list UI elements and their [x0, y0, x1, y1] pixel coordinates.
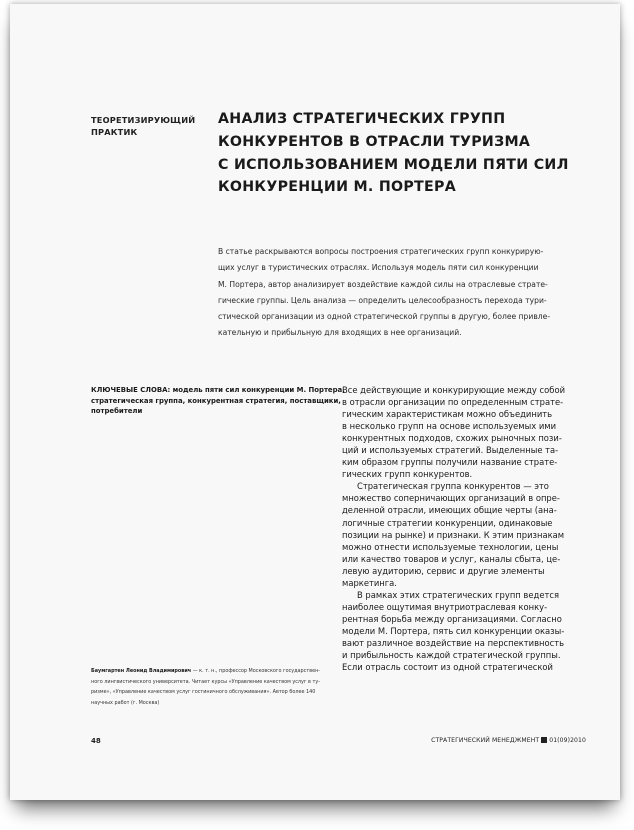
abstract-line: кательную и прибыльную для входящих в нее организаций.	[218, 328, 462, 338]
body-line: ций и используемых стратегий. Выделенные та-	[342, 445, 559, 456]
body-line: и прибыльность каждой стратегической группы.	[342, 650, 561, 661]
abstract-line: гические группы. Цель анализа — определить целесообразность перехода тури-	[218, 295, 547, 305]
abstract-line: М. Портера, автор анализирует воздействие каждой силы на отраслевые страте-	[218, 279, 548, 289]
body-line: левую аудиторию, сервис и другие элементы	[342, 565, 545, 576]
journal-page	[10, 4, 620, 800]
body-line: конкурентных подходов, схожих рыночных пози-	[342, 433, 562, 444]
keywords-line: потребители	[91, 407, 143, 416]
abstract-line: В статье раскрываются вопросы построения стратегических групп конкурирую-	[218, 247, 544, 256]
abstract-line: стической организации из одной стратегической группы в другую, более привле-	[218, 312, 551, 322]
keywords-line: КЛЮЧЕВЫЕ СЛОВА: модель пяти сил конкуренции М. Портера,	[91, 386, 345, 394]
body-line: множество соперничающих организаций в опре-	[342, 493, 560, 504]
title-line: КОНКУРЕНТОВ В ОТРАСЛИ ТУРИЗМА	[218, 133, 531, 150]
body-line: маркетинга.	[342, 577, 397, 588]
rubric-label	[91, 114, 211, 138]
body-line: наиболее ощутимая внутриотраслевая конку-	[342, 601, 548, 612]
body-line: можно отнести используемые технологии, цены	[342, 541, 559, 552]
square-bullet-icon	[541, 737, 547, 743]
body-line: деленной отрасли, имеющих общие черты (ана-	[342, 505, 557, 516]
author-note	[91, 666, 343, 708]
body-line: гическим характеристикам можно объединить	[342, 409, 553, 420]
body-line: Если отрасль состоит из одной стратегической	[342, 662, 553, 673]
article-title	[218, 108, 598, 199]
keywords-line: стратегическая группа, конкурентная стратегия, поставщики,	[91, 396, 341, 405]
title-line: КОНКУРЕНЦИИ М. ПОРТЕРА	[218, 179, 457, 196]
article-abstract	[218, 244, 598, 342]
author-line: ризме», «Управление качеством услуг гостиничного обслуживания». Автор более 140	[91, 689, 316, 696]
rubric-line: ТЕОРЕТИЗИРУЮЩИЙ	[91, 115, 196, 125]
body-line: модели М. Портера, пять сил конкуренции оказы-	[342, 625, 565, 636]
body-line: Все действующие и конкурирующие между собой	[342, 385, 566, 395]
rubric-line: ПРАКТИК	[91, 127, 138, 137]
body-line: позиции на рынке) и признаки. К этим признакам	[342, 529, 565, 540]
author-line	[91, 666, 343, 677]
page-number: 48	[91, 737, 101, 745]
body-line: Стратегическая группа конкурентов — это	[357, 481, 549, 492]
author-line: ного лингвистического университета. Читает курсы «Управление качеством услуг в ту-	[91, 678, 321, 685]
body-line: В рамках этих стратегических групп ведется	[357, 589, 559, 600]
body-line: вают различное воздействие на перспективность	[342, 637, 565, 648]
body-line: рентная борьба между организациями. Согласно	[342, 613, 562, 624]
body-line: в отрасли организации по определенным страте-	[342, 397, 564, 408]
body-line: или качество товаров и услуг, каналы сбыта, це-	[342, 553, 561, 564]
body-line: в несколько групп на основе используемых ими	[342, 421, 557, 432]
body-line: ким образом группы получили название страте-	[342, 457, 558, 468]
author-name: Баумгартен Леонид Владимирович	[91, 668, 192, 674]
author-line-text: — к. т. н., профессор Московского государствен-	[191, 668, 321, 674]
journal-name: СТРАТЕГИЧЕСКИЙ МЕНЕДЖМЕНТ	[431, 737, 540, 744]
article-body	[342, 384, 602, 673]
keywords-block	[91, 385, 345, 417]
abstract-line: щих услуг в туристических отраслях. Используя модель пяти сил конкуренции	[218, 263, 539, 273]
author-line: научных работ (г. Москва)	[91, 699, 160, 706]
journal-footer	[431, 737, 586, 744]
body-line: гических групп конкурентов.	[342, 469, 473, 480]
journal-issue: 01(09)2010	[549, 737, 586, 744]
title-line: АНАЛИЗ СТРАТЕГИЧЕСКИХ ГРУПП	[218, 111, 506, 127]
title-line: С ИСПОЛЬЗОВАНИЕМ МОДЕЛИ ПЯТИ СИЛ	[218, 156, 569, 173]
body-line: логичные стратегии конкуренции, одинаковые	[342, 517, 553, 528]
